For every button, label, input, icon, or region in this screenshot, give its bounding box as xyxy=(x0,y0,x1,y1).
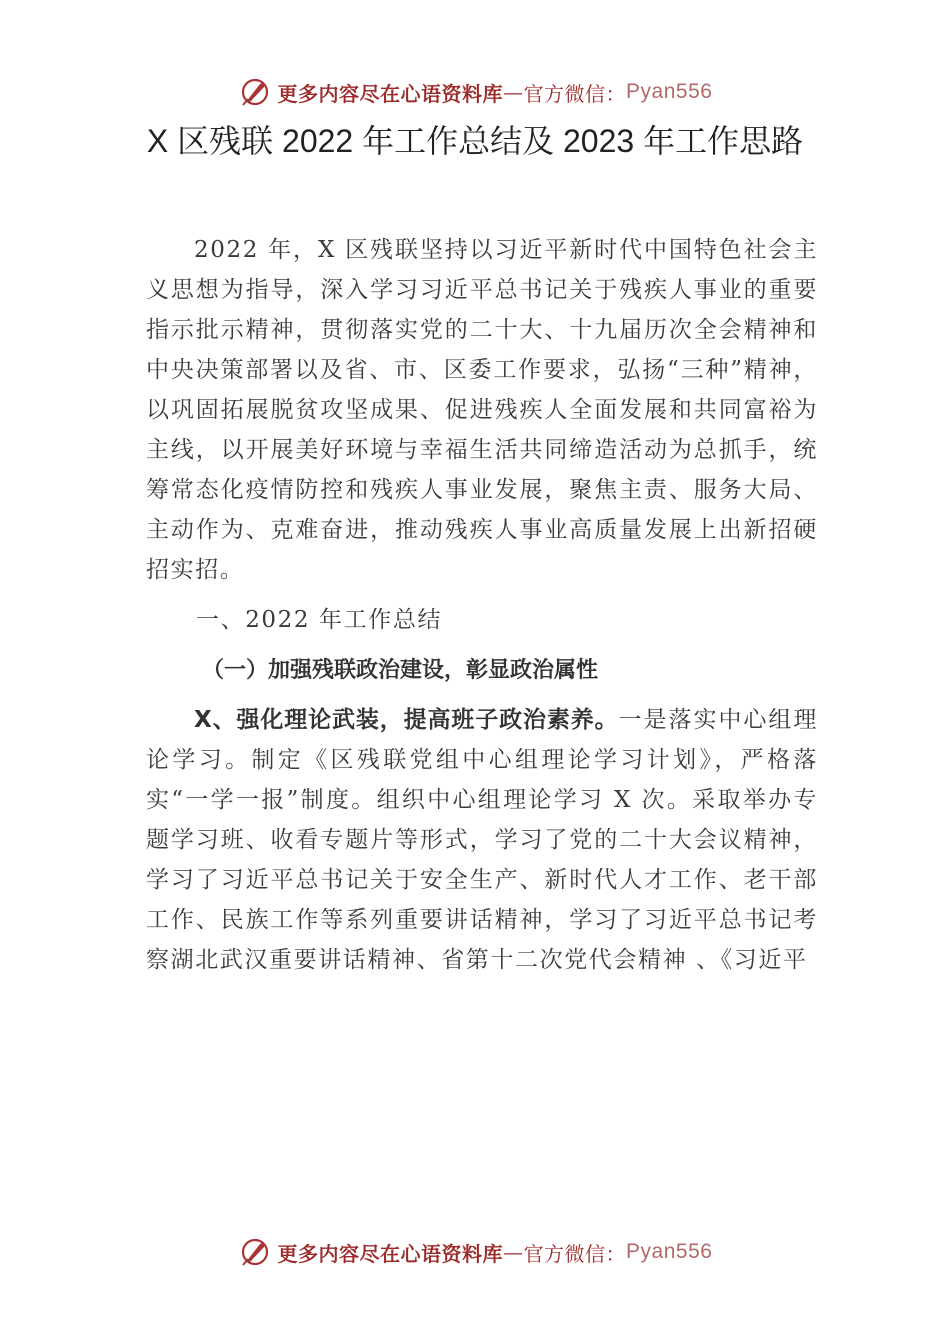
section-heading: 一、2022 年工作总结 xyxy=(196,607,443,633)
paragraph-body: 一是落实中心组理论学习。制定《区残联党组中心组理论学习计划》，严格落实“一学一报”制度。组织中心组理论学习 X 次。采取举办专题学习班、收看专题片等形式，学习了党的二十大会议精神， 学习了习近平总书记关于安全生产、新时代人才工作、老干部工作、民族工作等系列重要讲话精神，学习了习近平总书记考察湖北武汉重要讲话精神、省第十二次党代会精神 、《习近平 xyxy=(146,707,818,973)
quill-logo-icon xyxy=(238,75,272,109)
banner-wechat-label: 官方微信： xyxy=(523,81,627,106)
header-watermark-banner xyxy=(0,72,950,112)
banner-dash: — xyxy=(503,1240,524,1264)
quill-logo-icon xyxy=(238,1235,272,1269)
banner-wechat-label: 官方微信： xyxy=(523,1241,627,1266)
banner-wechat-account: Pyan556 xyxy=(626,80,713,103)
banner-dash: — xyxy=(503,80,524,104)
document-title: X 区残联 2022 年工作总结及 2023 年工作思路 xyxy=(146,123,804,159)
intro-paragraph: 2022 年，X 区残联坚持以习近平新时代中国特色社会主义思想为指导，深入学习习近平总书记关于残疾人事业的重要指示批示精神，贯彻落实党的二十大、十九届历次全会精神和中央决策部署以及省、市、区委工作要求，弘扬“三种”精神，以巩固拓展脱贫攻坚成果、促进残疾人全面发展和共同富裕为主线，以开展美好环境与幸福生活共同缔造活动为总抓手，统筹常态化疫情防控和残疾人事业发展，聚焦主责、服务大局、主动作为、克难奋进，推动残疾人事业高质量发展上出新招硬招实招。 xyxy=(146,237,818,583)
subsection-heading: （一）加强残联政治建设，彰显政治属性 xyxy=(202,658,599,683)
section-paragraph xyxy=(146,700,818,980)
banner-slogan: 更多内容尽在心语资料库 xyxy=(277,81,504,106)
banner-slogan: 更多内容尽在心语资料库 xyxy=(277,1241,504,1266)
footer-watermark-banner xyxy=(0,1232,950,1272)
banner-wechat-account: Pyan556 xyxy=(626,1240,713,1263)
paragraph-lead: X、强化理论武装，提高班子政治素养。 xyxy=(194,707,619,733)
